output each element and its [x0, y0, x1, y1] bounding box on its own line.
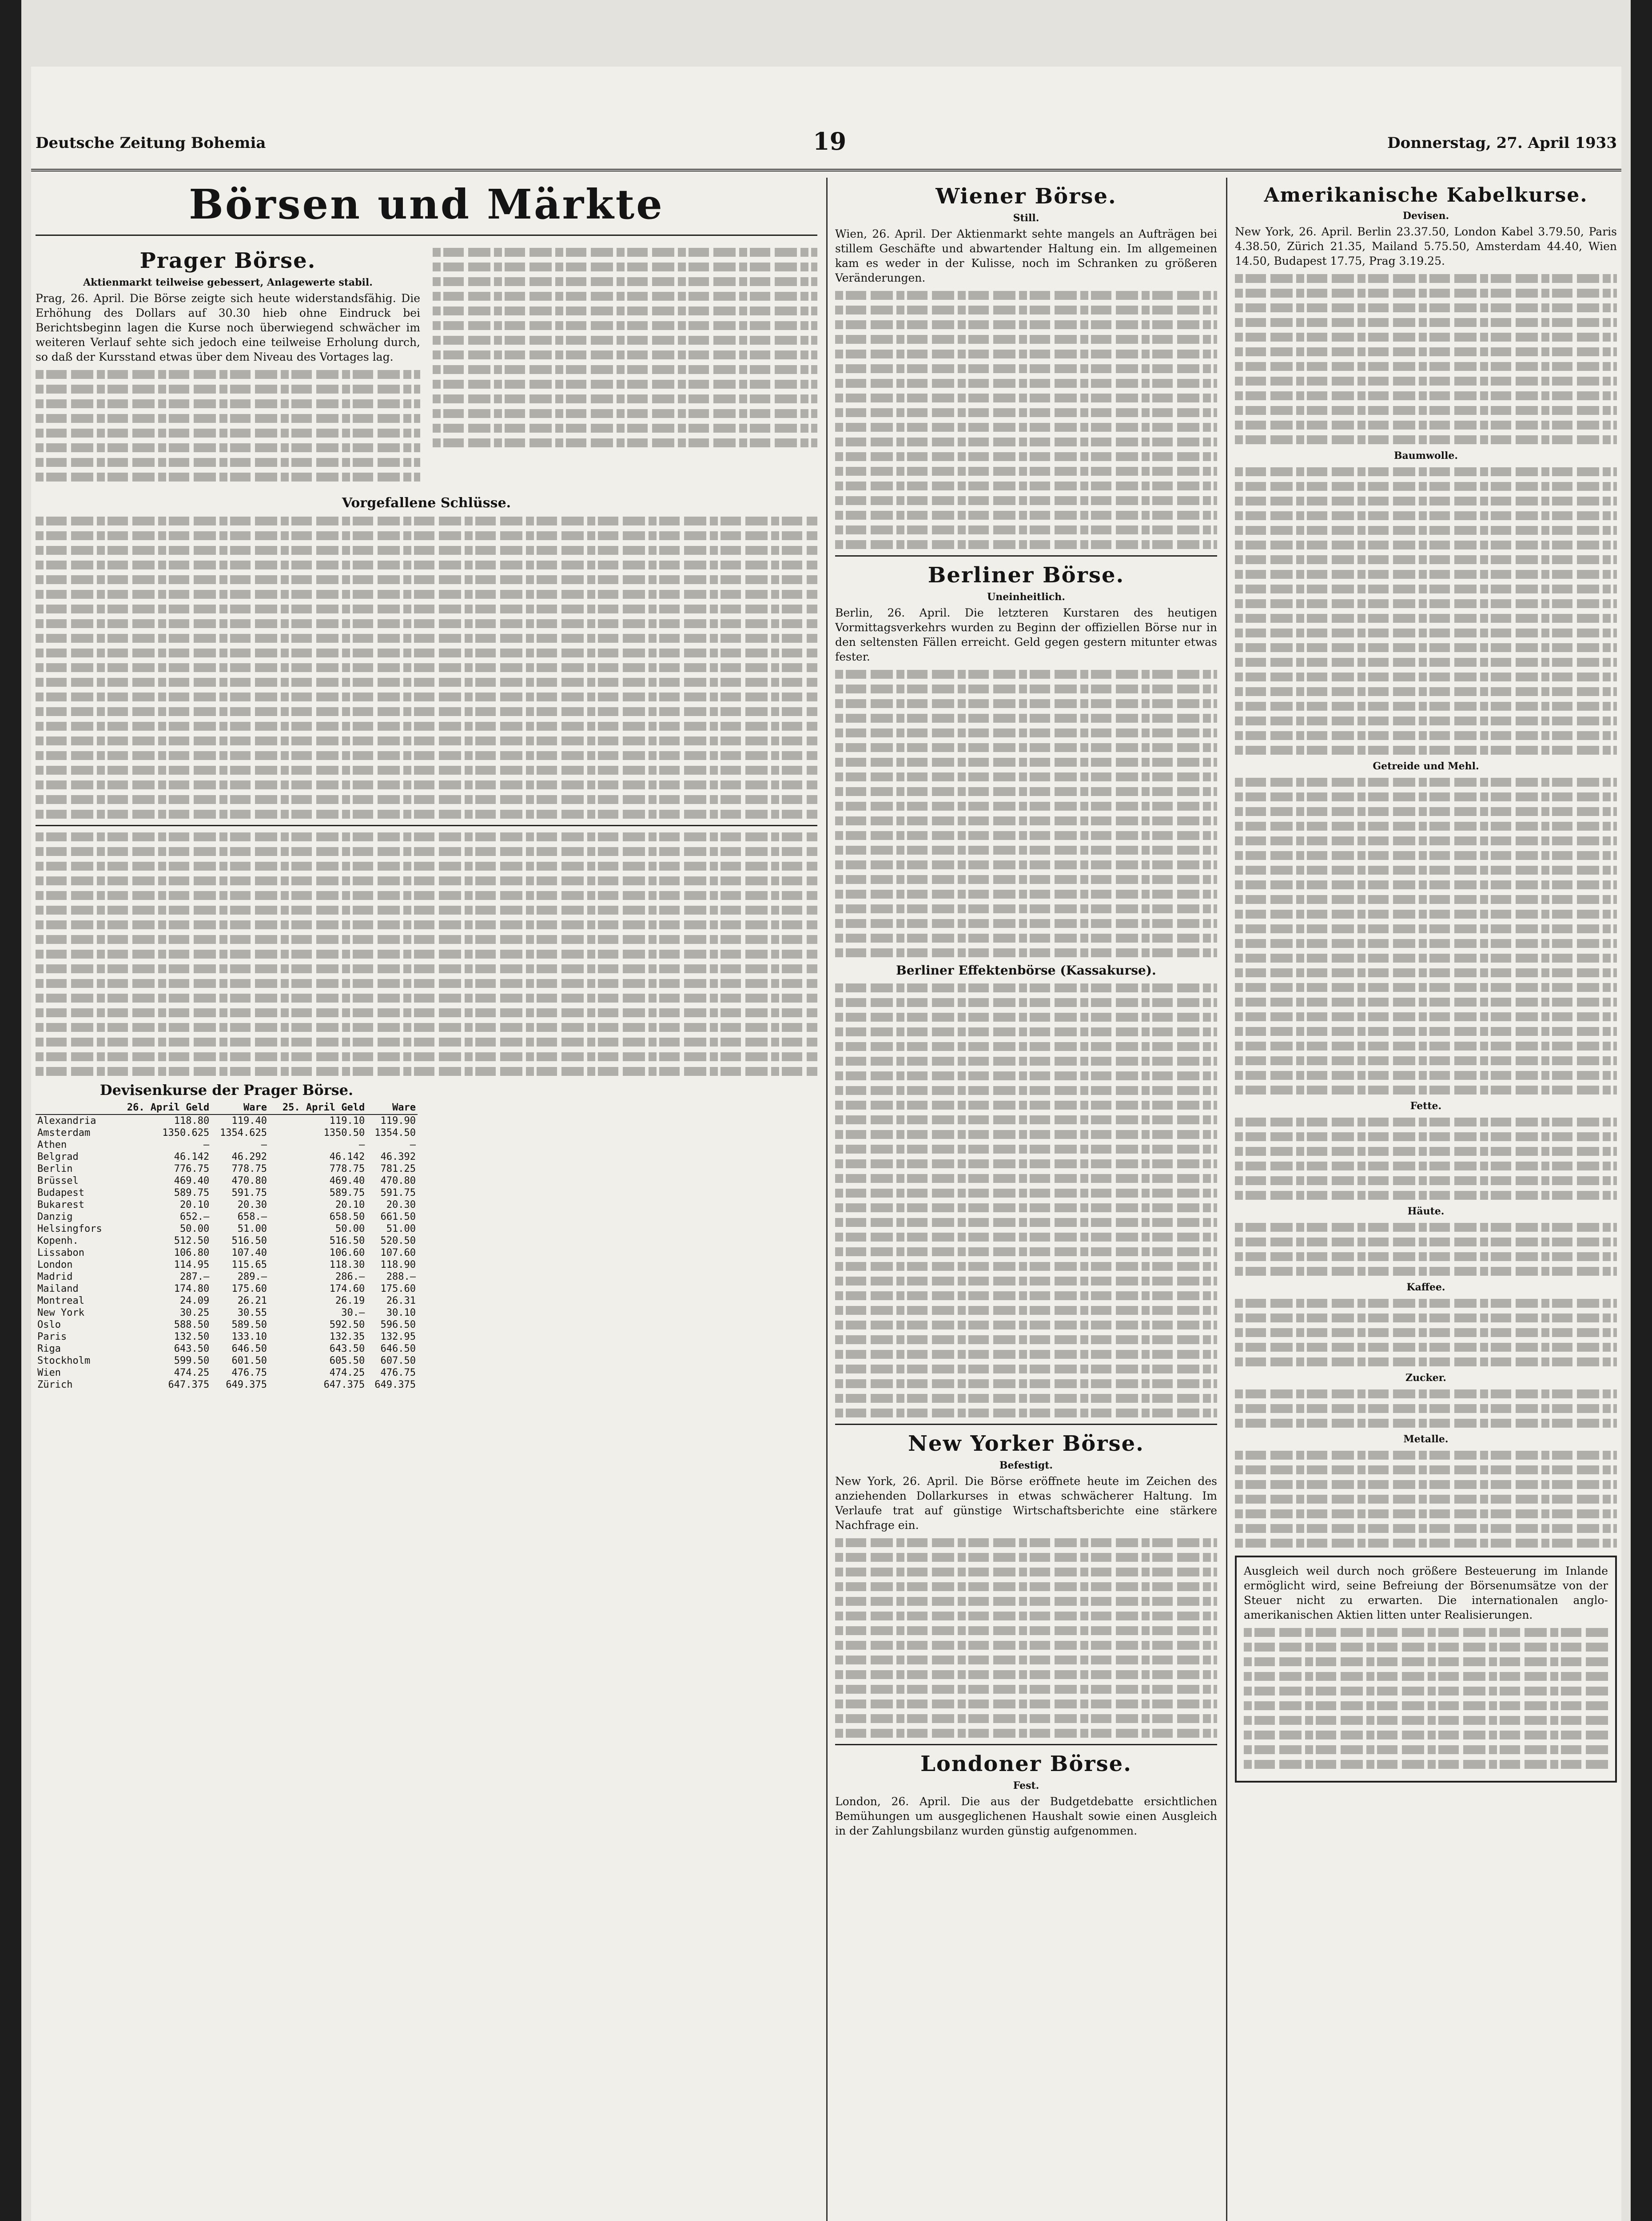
currency-rate: 658.50 — [329, 1211, 365, 1222]
currency-rate: 474.25 — [329, 1367, 365, 1378]
text-lines — [36, 370, 420, 482]
currency-rate: 20.10 — [335, 1199, 365, 1210]
currency-rate: 119.90 — [380, 1115, 416, 1126]
currency-rate: 132.35 — [329, 1331, 365, 1342]
currency-table — [36, 1101, 418, 1391]
prague-text-columns — [36, 242, 817, 487]
currency-rate: 1354.625 — [220, 1127, 267, 1138]
table-row — [36, 1187, 418, 1199]
sugar-heading: Zucker. — [1405, 1372, 1446, 1384]
prague-intro: Prag, 26. April. Die Börse zeigte sich heute widerstandsfähig. Die Erhöhung des Dollars auf 30.30 hieb ohne Eindruck bei Berichtsbeginn lagen die Kurse noch überwiegend schwächer im weiteren Verlauf sehte sich jedoch eine teilweise Erholung durch, so daß der Kursstand etwas über dem Niveau des Vortages lag. — [36, 292, 420, 363]
currency-table-body — [36, 1114, 418, 1391]
currency-rate: 469.40 — [329, 1175, 365, 1186]
currency-place: Belgrad — [37, 1151, 79, 1162]
currency-place: Riga — [37, 1343, 61, 1354]
vienna-subheading: Still. — [1013, 212, 1039, 224]
currency-place: Bukarest — [37, 1199, 84, 1210]
currency-rate: 289.— — [237, 1271, 267, 1282]
text-lines — [835, 1538, 1217, 1738]
currency-rate: 50.00 — [180, 1223, 210, 1234]
currency-rate: 1350.50 — [323, 1127, 365, 1138]
text-lines — [835, 670, 1217, 957]
currency-rate: 476.75 — [231, 1367, 267, 1378]
currency-rate: 174.80 — [174, 1283, 210, 1294]
currency-rate: 287.— — [180, 1271, 210, 1282]
currency-rate: 599.50 — [174, 1355, 210, 1366]
currency-rate: 661.50 — [380, 1211, 416, 1222]
table-header-row — [36, 1101, 418, 1114]
currency-place: Wien — [37, 1367, 61, 1378]
table-row — [36, 1295, 418, 1307]
currency-place: Madrid — [37, 1271, 73, 1282]
currency-rate: 781.25 — [380, 1163, 416, 1174]
currency-place: Brüssel — [37, 1175, 79, 1186]
table-row — [36, 1151, 418, 1163]
stocks-table-block — [835, 983, 1217, 1417]
column-rule — [826, 178, 828, 2221]
currency-rate: 647.375 — [323, 1379, 365, 1390]
currency-rate: 30.— — [341, 1307, 365, 1318]
column-header: Ware — [366, 1101, 418, 1114]
completed-trades-heading: Vorgefallene Schlüsse. — [342, 495, 511, 511]
table-row — [36, 1271, 418, 1283]
american-devisen: Devisen. — [1402, 210, 1449, 222]
london-subheading: Fest. — [1013, 1780, 1039, 1791]
table-row — [36, 1379, 418, 1391]
newyork-subheading: Befestigt. — [999, 1460, 1053, 1471]
currency-place: New York — [37, 1307, 84, 1318]
divider — [835, 1744, 1217, 1745]
currency-place: Oslo — [37, 1319, 61, 1330]
running-head — [31, 129, 1621, 171]
currency-rate: 26.21 — [237, 1295, 267, 1306]
coffee-heading: Kaffee. — [1406, 1282, 1445, 1293]
table-row — [36, 1283, 418, 1295]
currency-rate: 658.— — [237, 1211, 267, 1222]
table-row — [36, 1355, 418, 1367]
prague-subheading: Aktienmarkt teilweise gebessert, Anlagewerte stabil. — [83, 277, 373, 288]
currency-rate: 647.375 — [168, 1379, 210, 1390]
berlin-stocks-heading: Berliner Effektenbörse (Kassakurse). — [896, 963, 1156, 978]
newyork-intro: New York, 26. April. Die Börse eröffnete heute im Zeichen des anziehenden Dollarkurses in etwas schwächerer Haltung. Im Verlaufe trat auf günstige Wirtschaftsberichte eine stärkere Nachfrage ein. — [835, 1475, 1217, 1532]
currency-rate: 643.50 — [329, 1343, 365, 1354]
table-row — [36, 1319, 418, 1331]
issue-date: Donnerstag, 27. April 1933 — [1387, 134, 1617, 152]
currency-rate: 26.31 — [386, 1295, 416, 1306]
currency-rate: 589.75 — [174, 1187, 210, 1198]
london-heading: Londoner Börse. — [920, 1751, 1132, 1776]
currency-rate: 592.50 — [329, 1319, 365, 1330]
currency-rate: 652.— — [180, 1211, 210, 1222]
text-lines — [433, 248, 817, 447]
column-rule — [1226, 178, 1227, 2221]
currency-place: Zürich — [37, 1379, 73, 1390]
currency-rate: 649.375 — [226, 1379, 267, 1390]
text-lines — [1244, 1628, 1608, 1769]
divider — [835, 1424, 1217, 1425]
berlin-intro: Berlin, 26. April. Die letzteren Kurstaren des heutigen Vormittagsverkehrs wurden zu Beginn der offiziellen Börse nur in den seltensten Fällen erreicht. Geld gegen gestern mitunter etwas fester. — [835, 606, 1217, 663]
column-markets — [835, 178, 1217, 2221]
currency-rate: 30.55 — [237, 1307, 267, 1318]
text-lines — [1235, 1451, 1617, 1548]
currency-place: Danzig — [37, 1211, 73, 1222]
currency-rate: 607.50 — [380, 1355, 416, 1366]
currency-rate: 133.10 — [231, 1331, 267, 1342]
currency-place: Berlin — [37, 1163, 73, 1174]
currency-rate: 589.75 — [329, 1187, 365, 1198]
text-lines — [36, 832, 817, 1076]
table-row — [36, 1211, 418, 1223]
currency-rate: 596.50 — [380, 1319, 416, 1330]
divider — [36, 825, 817, 826]
prague-right — [433, 242, 817, 487]
currency-rate: 30.10 — [386, 1307, 416, 1318]
cotton-heading: Baumwolle. — [1393, 450, 1458, 462]
table-row — [36, 1175, 418, 1187]
grain-heading: Getreide und Mehl. — [1373, 760, 1479, 772]
table-row — [36, 1247, 418, 1259]
currency-place: Budapest — [37, 1187, 84, 1198]
column-header: Ware — [211, 1101, 269, 1114]
currency-rate: 601.50 — [231, 1355, 267, 1366]
metals-heading: Metalle. — [1403, 1433, 1449, 1445]
currency-place: Helsingfors — [37, 1223, 102, 1234]
currency-rate: 20.30 — [237, 1199, 267, 1210]
currency-place: Stockholm — [37, 1355, 91, 1366]
currency-rate: 516.50 — [231, 1235, 267, 1246]
currency-place: Kopenh. — [37, 1235, 79, 1246]
currency-rate: 118.30 — [329, 1259, 365, 1270]
currency-rate: 51.00 — [237, 1223, 267, 1234]
currency-place: Mailand — [37, 1283, 79, 1294]
currency-rate: 778.75 — [231, 1163, 267, 1174]
currency-rate: 115.65 — [231, 1259, 267, 1270]
text-lines — [1235, 1389, 1617, 1428]
currency-rate: 476.75 — [380, 1367, 416, 1378]
table-row — [36, 1343, 418, 1355]
currency-rate: 588.50 — [174, 1319, 210, 1330]
prague-left — [36, 242, 420, 487]
currency-rate: 30.25 — [180, 1307, 210, 1318]
currency-place: Amsterdam — [37, 1127, 91, 1138]
currency-place: Athen — [37, 1139, 67, 1150]
currency-rate: 776.75 — [174, 1163, 210, 1174]
table-row — [36, 1235, 418, 1247]
column-american — [1235, 178, 1617, 2221]
column-header — [36, 1101, 113, 1114]
table-row — [36, 1163, 418, 1175]
currency-rate: 20.10 — [180, 1199, 210, 1210]
currency-rate: 107.60 — [380, 1247, 416, 1258]
currency-rate: 643.50 — [174, 1343, 210, 1354]
currency-rate: 469.40 — [174, 1175, 210, 1186]
currency-rate: 288.— — [386, 1271, 416, 1282]
page-number: 19 — [813, 127, 847, 155]
text-lines — [835, 291, 1217, 549]
table-row — [36, 1127, 418, 1139]
table-row — [36, 1199, 418, 1211]
table-row — [36, 1223, 418, 1235]
newspaper-page — [31, 67, 1621, 2221]
currency-rate: — — [203, 1139, 210, 1150]
currency-rate: 119.40 — [231, 1115, 267, 1126]
currency-rate: 512.50 — [174, 1235, 210, 1246]
currency-place: London — [37, 1259, 73, 1270]
currency-rate: 646.50 — [231, 1343, 267, 1354]
london-intro: London, 26. April. Die aus der Budgetdebatte ersichtlichen Bemühungen um ausgeglichenen Haushalt sowie einen Ausgleich in der Zahlungsbilanz wurden günstig aufgenommen. — [835, 1795, 1217, 1837]
text-lines — [1235, 778, 1617, 1095]
masthead-left: Deutsche Zeitung Bohemia — [36, 134, 266, 152]
currency-rate: 474.25 — [174, 1367, 210, 1378]
currency-rate: 286.— — [335, 1271, 365, 1282]
currency-place: Montreal — [37, 1295, 84, 1306]
currency-rate: 591.75 — [380, 1187, 416, 1198]
currency-rate: 591.75 — [231, 1187, 267, 1198]
currency-rate: 46.392 — [380, 1151, 416, 1162]
trades-table-block — [36, 517, 817, 819]
hides-heading: Häute. — [1407, 1206, 1445, 1217]
table-row — [36, 1367, 418, 1379]
currency-rate: 174.60 — [329, 1283, 365, 1294]
text-lines — [1235, 274, 1617, 444]
currency-rate: 26.19 — [335, 1295, 365, 1306]
currency-rate: 132.50 — [174, 1331, 210, 1342]
main-title: Börsen und Märkte — [189, 180, 664, 228]
currency-rate: 46.292 — [231, 1151, 267, 1162]
currency-rate: 175.60 — [380, 1283, 416, 1294]
currency-place: Alexandria — [37, 1115, 96, 1126]
column-header: 26. April Geld — [113, 1101, 211, 1114]
currency-rate: 50.00 — [335, 1223, 365, 1234]
newyork-heading: New Yorker Börse. — [908, 1431, 1144, 1456]
currency-block — [36, 1082, 418, 1391]
currency-rate: 118.90 — [380, 1259, 416, 1270]
currency-rate: 107.40 — [231, 1247, 267, 1258]
text-lines — [1235, 1118, 1617, 1200]
closing-note-box — [1235, 1556, 1617, 1783]
currency-rate: 46.142 — [174, 1151, 210, 1162]
currency-rate: — — [261, 1139, 267, 1150]
text-lines — [1235, 1223, 1617, 1276]
currency-heading: Devisenkurse der Prager Börse. — [100, 1082, 354, 1099]
currency-rate: 649.375 — [374, 1379, 416, 1390]
currency-rate: 20.30 — [386, 1199, 416, 1210]
currency-rate: 470.80 — [380, 1175, 416, 1186]
scan-edge-right — [1631, 0, 1652, 2221]
column-prague — [36, 178, 817, 2221]
currency-rate: — — [359, 1139, 365, 1150]
currency-place: Lissabon — [37, 1247, 84, 1258]
table-row — [36, 1331, 418, 1343]
divider — [835, 555, 1217, 557]
currency-rate: — — [410, 1139, 416, 1150]
currency-rate: 175.60 — [231, 1283, 267, 1294]
currency-rate: 46.142 — [329, 1151, 365, 1162]
vienna-intro: Wien, 26. April. Der Aktienmarkt sehte mangels an Aufträgen bei stillem Geschäfte und abwartender Haltung ein. Im allgemeinen kam es weder in der Kulisse, noch im Schranken zu größeren Veränderungen. — [835, 227, 1217, 284]
currency-rate: 1350.625 — [162, 1127, 210, 1138]
fats-heading: Fette. — [1410, 1100, 1442, 1112]
berlin-heading: Berliner Börse. — [928, 563, 1125, 588]
american-heading: Amerikanische Kabelkurse. — [1264, 184, 1588, 207]
table-row — [36, 1259, 418, 1271]
currency-rate: 470.80 — [231, 1175, 267, 1186]
currency-rate: 51.00 — [386, 1223, 416, 1234]
currency-rate: 119.10 — [329, 1115, 365, 1126]
currency-rate: 106.60 — [329, 1247, 365, 1258]
divider — [36, 235, 817, 236]
currency-place: Paris — [37, 1331, 67, 1342]
table-row — [36, 1139, 418, 1151]
table-row — [36, 1114, 418, 1127]
currency-rate: 1354.50 — [374, 1127, 416, 1138]
currency-rate: 114.95 — [174, 1259, 210, 1270]
text-lines — [1235, 1299, 1617, 1366]
prague-heading: Prager Börse. — [139, 248, 316, 273]
currency-rate: 778.75 — [329, 1163, 365, 1174]
closing-note: Ausgleich weil durch noch größere Besteuerung im Inlande ermöglicht wird, seine Befreiung der Börsenumsätze von der Steuer nicht zu erwarten. Die internationalen anglo-amerikanischen Aktien litten unter Realisierungen. — [1244, 1564, 1608, 1621]
currency-rate: 106.80 — [174, 1247, 210, 1258]
currency-rate: 132.95 — [380, 1331, 416, 1342]
american-intro: New York, 26. April. Berlin 23.37.50, London Kabel 3.79.50, Paris 4.38.50, Zürich 21.35, Mailand 5.75.50, Amsterdam 44.40, Wien 14.50, Budapest 17.75, Prag 3.19.25. — [1235, 225, 1617, 267]
berlin-subheading: Uneinheitlich. — [987, 591, 1065, 603]
currency-rate: 24.09 — [180, 1295, 210, 1306]
column-header: 25. April Geld — [269, 1101, 366, 1114]
vienna-heading: Wiener Börse. — [935, 184, 1117, 209]
scan-edge-left — [0, 0, 21, 2221]
text-lines — [1235, 467, 1617, 755]
table-row — [36, 1307, 418, 1319]
currency-rate: 520.50 — [380, 1235, 416, 1246]
currency-rate: 589.50 — [231, 1319, 267, 1330]
currency-rate: 516.50 — [329, 1235, 365, 1246]
currency-rate: 605.50 — [329, 1355, 365, 1366]
currency-rate: 646.50 — [380, 1343, 416, 1354]
currency-rate: 118.80 — [174, 1115, 210, 1126]
